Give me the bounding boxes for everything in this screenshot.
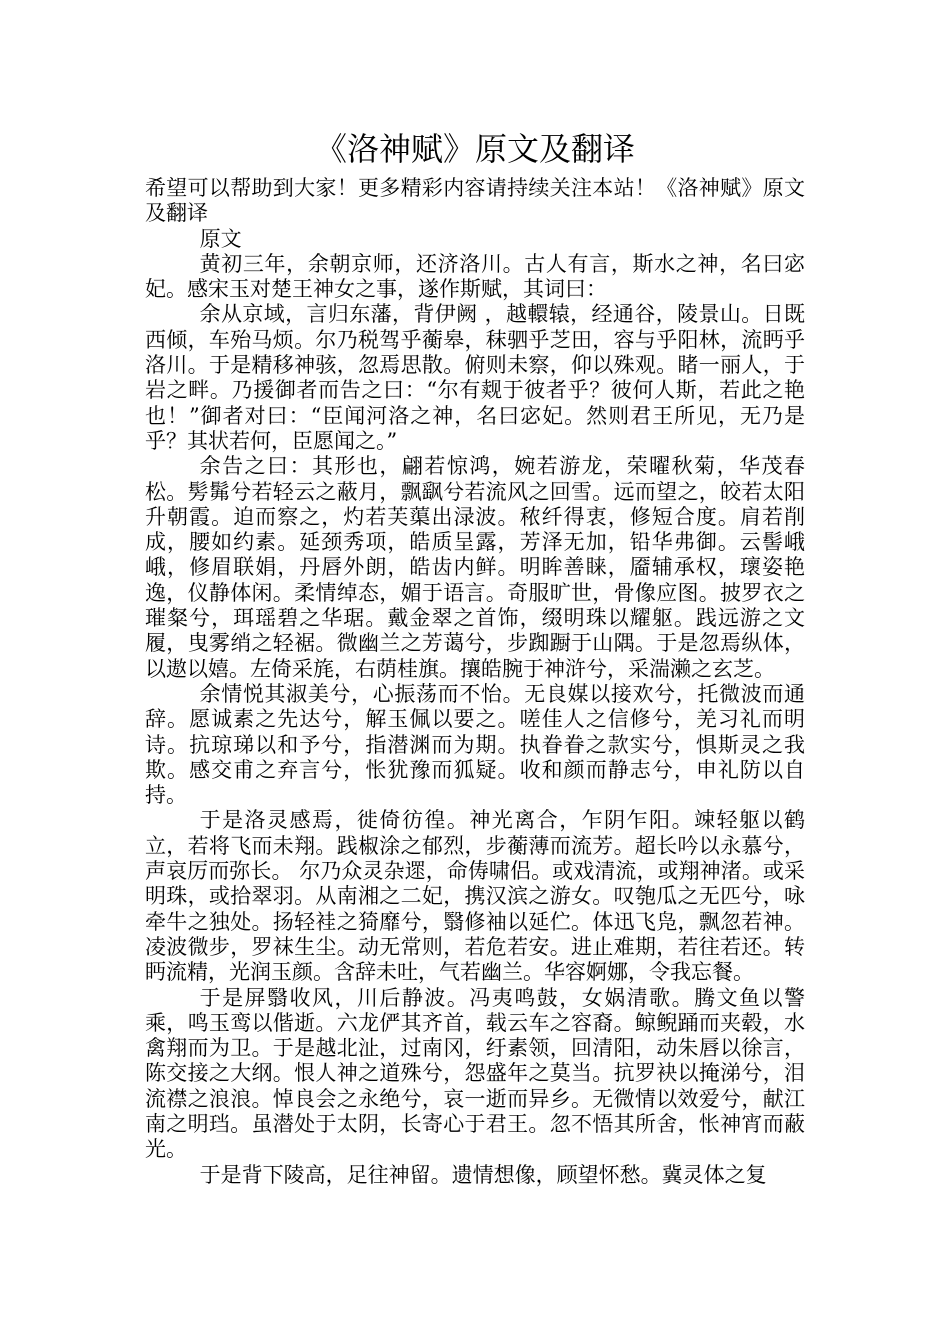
paragraph: 于是洛灵感焉，徙倚彷徨。神光离合，乍阴乍阳。竦轻躯以鹤立，若将飞而未翔。践椒涂之郁烈，步蘅薄而流芳。超长吟以永慕兮，声哀厉而弥长。 尔乃众灵杂遝，命俦啸侣。或戏清流，或翔神渚。或采明珠，或拾翠羽。从南湘之二妃，携汉滨之游女。叹匏瓜之无匹兮，咏牵牛之独处。扬轻袿之猗靡兮，翳修袖以延伫。体迅飞凫，飘忽若神。凌波微步，罗袜生尘。动无常则，若危若安。进止难期，若往若还。转眄流精，光润玉颜。含辞未吐，气若幽兰。华容婀娜，令我忘餐。 [145, 808, 805, 985]
section-label: 原文 [199, 226, 242, 251]
paragraph: 黄初三年，余朝京师，还济洛川。古人有言，斯水之神，名曰宓妃。感宋玉对楚王神女之事，遂作斯赋，其词曰： [145, 251, 805, 302]
document-body [145, 176, 805, 1188]
intro-text: 希望可以帮助到大家！更多精彩内容请持续关注本站！《洛神赋》原文及翻译 [145, 176, 805, 226]
paragraph: 于是屏翳收风，川后静波。冯夷鸣鼓，女娲清歌。腾文鱼以警乘，鸣玉鸾以偕逝。六龙俨其齐首，载云车之容裔。鲸鲵踊而夹毂，水禽翔而为卫。于是越北沚，过南冈，纡素领，回清阳，动朱唇以徐言，陈交接之大纲。恨人神之道殊兮，怨盛年之莫当。抗罗袂以掩涕兮，泪流襟之浪浪。悼良会之永绝兮，哀一逝而异乡。无微情以效爱兮，献江南之明珰。虽潜处于太阴，长寄心于君王。忽不悟其所舍，怅神宵而蔽光。 [145, 985, 805, 1162]
paragraph: 于是背下陵高，足往神留。遗情想像，顾望怀愁。冀灵体之复 [199, 1162, 767, 1187]
paragraph: 余从京域，言归东藩，背伊阙 ，越轘辕，经通谷，陵景山。日既西倾，车殆马烦。尔乃税驾乎蘅皋，秣驷乎芝田，容与乎阳林，流眄乎洛川。于是精移神骇，忽焉思散。俯则未察，仰以殊观。睹一丽人，于岩之畔。乃援御者而告之曰：“尔有觌于彼者乎？彼何人斯，若此之艳也！”御者对曰：“臣闻河洛之神，名曰宓妃。然则君王所见，无乃是乎？其状若何，臣愿闻之。” [145, 302, 805, 453]
paragraph: 余告之曰：其形也，翩若惊鸿，婉若游龙，荣曜秋菊，华茂春松。髣髴兮若轻云之蔽月，飘飖兮若流风之回雪。远而望之，皎若太阳升朝霞。迫而察之，灼若芙蕖出渌波。秾纤得衷，修短合度。肩若削成，腰如约素。延颈秀项，皓质呈露，芳泽无加，铅华弗御。云髻峨峨，修眉联娟，丹唇外朗，皓齿内鲜。明眸善睐，靥辅承权，瓌姿艳逸，仪静体闲。柔情绰态，媚于语言。奇服旷世，骨像应图。披罗衣之璀粲兮，珥瑶碧之华琚。戴金翠之首饰，缀明珠以耀躯。践远游之文履，曳雾绡之轻裾。微幽兰之芳蔼兮，步踟蹰于山隅。于是忽焉纵体，以遨以嬉。左倚采旄，右荫桂旗。攘皓腕于神浒兮，采湍濑之玄芝。 [145, 454, 805, 681]
document-title: 《洛神赋》原文及翻译 [314, 130, 635, 168]
paragraph: 余情悦其淑美兮，心振荡而不怡。无良媒以接欢兮，托微波而通辞。愿诚素之先达兮，解玉佩以要之。嗟佳人之信修兮，羌习礼而明诗。抗琼珶以和予兮，指潜渊而为期。执眷眷之款实兮，惧斯灵之我欺。感交甫之弃言兮，怅犹豫而狐疑。收和颜而静志兮，申礼防以自持。 [145, 681, 805, 808]
